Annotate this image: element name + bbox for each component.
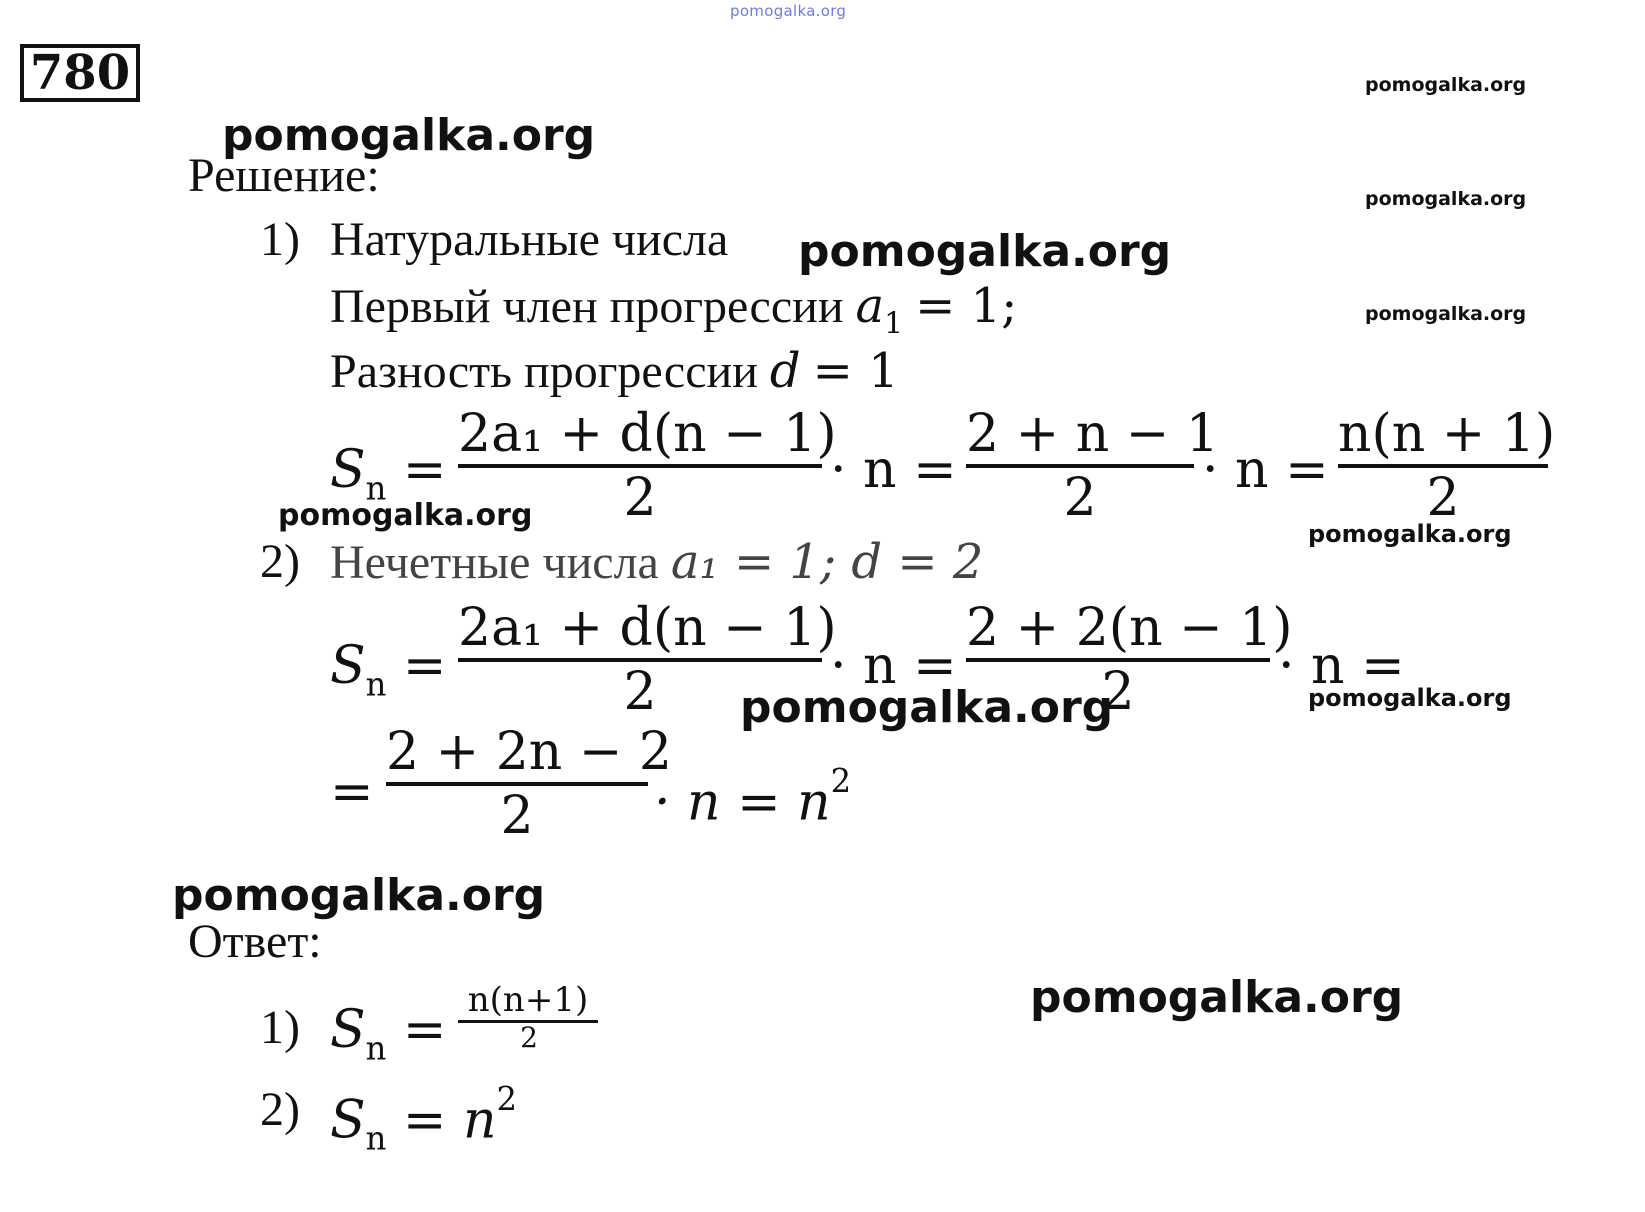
fraction-denominator: 2 <box>500 786 534 846</box>
answer1-marker: 1) <box>260 1001 300 1054</box>
difference-label: Разность прогрессии <box>330 345 758 398</box>
item2-title <box>330 534 983 590</box>
result-exponent: 2 <box>830 762 852 800</box>
item2-formula-lhs <box>330 636 447 703</box>
item1-fraction-2 <box>966 404 1219 528</box>
fraction-numerator: 2 + 2(n − 1) <box>966 598 1293 658</box>
watermark-medium: pomogalka.org <box>1308 520 1512 548</box>
difference-value: = 1 <box>812 343 899 399</box>
watermark-top: pomogalka.org <box>730 2 847 20</box>
first-term-label: Первый член прогрессии <box>330 280 844 333</box>
item1-marker: 1) <box>260 213 300 266</box>
sum-sub: n <box>365 1029 387 1068</box>
item1-first-term <box>330 278 1017 341</box>
watermark-medium: pomogalka.org <box>1308 684 1512 712</box>
item1-mul-1: · n = <box>830 440 957 500</box>
watermark-large: pomogalka.org <box>740 682 1114 733</box>
item2-fraction-3 <box>386 722 672 846</box>
problem-number: 780 <box>20 44 140 102</box>
fraction-numerator: n(n+1) <box>467 980 589 1020</box>
first-term-value: = 1; <box>915 278 1018 334</box>
watermark-small: pomogalka.org <box>1365 74 1527 96</box>
result-expression: · n = n <box>654 772 831 833</box>
watermark-large: pomogalka.org <box>798 226 1172 277</box>
sum-sub: n <box>365 665 387 704</box>
sum-var: S <box>330 440 366 500</box>
fraction-numerator: 2a₁ + d(n − 1) <box>458 404 837 464</box>
solution-heading: Решение: <box>188 149 380 202</box>
first-term-sub: 1 <box>884 306 904 342</box>
item2-title-text: Нечетные числа <box>330 536 659 589</box>
sum-var: S <box>330 1090 366 1151</box>
item2-mul-1: · n = <box>830 636 957 696</box>
equals-sign: = <box>402 636 447 696</box>
sum-var: S <box>330 636 366 696</box>
fraction-denominator: 2 <box>1101 662 1135 722</box>
fraction-numerator: n(n + 1) <box>1338 404 1556 464</box>
item2-line2-eq: = <box>330 762 374 822</box>
answer2-exponent: 2 <box>496 1080 518 1118</box>
equals-sign: = <box>402 1000 447 1060</box>
sum-sub: n <box>365 1119 387 1158</box>
item2-marker: 2) <box>260 535 300 588</box>
answer1-lhs <box>330 1000 447 1067</box>
item2-conditions: a₁ = 1; d = 2 <box>670 534 984 590</box>
fraction-denominator: 2 <box>623 662 657 722</box>
watermark-large: pomogalka.org <box>222 110 596 161</box>
fraction-denominator: 2 <box>1063 468 1097 528</box>
fraction-numerator: 2a₁ + d(n − 1) <box>458 598 837 658</box>
answer2-rhs: = n <box>402 1090 497 1151</box>
item2-result <box>654 762 851 832</box>
fraction-denominator: 2 <box>520 1021 538 1054</box>
fraction-numerator: 2 + 2n − 2 <box>386 722 672 782</box>
item1-fraction-3 <box>1338 404 1556 528</box>
watermark-medium: pomogalka.org <box>278 498 533 533</box>
watermark-small: pomogalka.org <box>1365 303 1527 325</box>
fraction-denominator: 2 <box>1426 468 1460 528</box>
fraction-numerator: 2 + n − 1 <box>966 404 1219 464</box>
answer1-fraction <box>458 980 598 1054</box>
item1-difference <box>330 343 899 399</box>
answer2-marker: 2) <box>260 1083 300 1136</box>
sum-var: S <box>330 1000 366 1060</box>
answer-heading: Ответ: <box>188 915 322 968</box>
watermark-large: pomogalka.org <box>172 870 546 921</box>
equals-sign: = <box>402 440 447 500</box>
item2-mul-2: · n = <box>1278 636 1405 696</box>
fraction-denominator: 2 <box>623 468 657 528</box>
sum-sub: n <box>365 469 387 508</box>
first-term-var: a <box>855 278 885 334</box>
answer2-expression <box>330 1080 517 1158</box>
watermark-large: pomogalka.org <box>1030 972 1404 1023</box>
watermark-small: pomogalka.org <box>1365 188 1527 210</box>
item1-title: Натуральные числа <box>330 213 729 266</box>
difference-var: d <box>769 343 801 399</box>
item1-mul-2: · n = <box>1202 440 1329 500</box>
